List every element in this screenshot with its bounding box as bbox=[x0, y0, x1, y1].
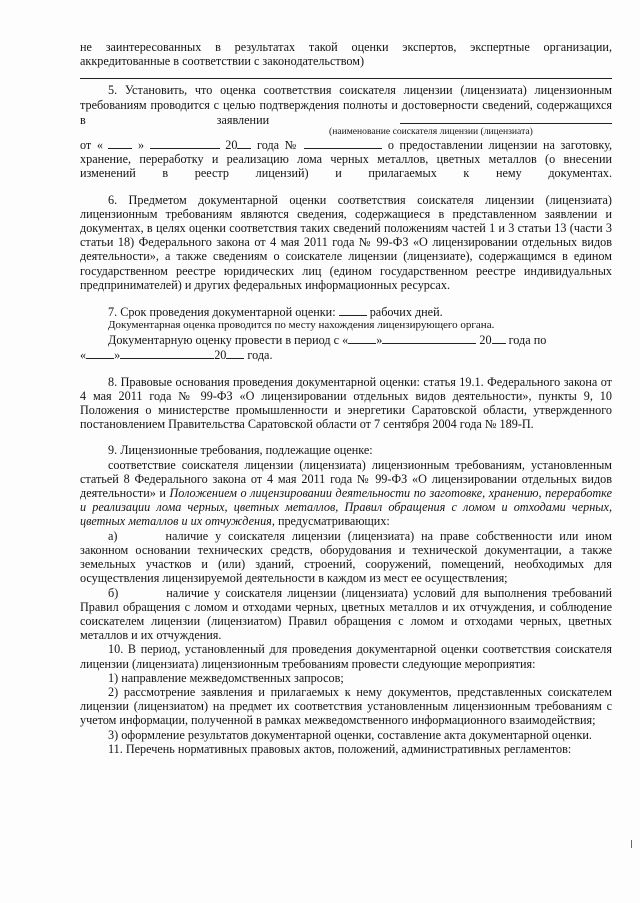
section-10-head: 10. В период, установленный для проведения документарной оценки соответствия соискателя лицензии (лицензиата) лицензионным требованиям провести следующие мероприятия: bbox=[80, 642, 612, 671]
section-6-text: 6. Предметом документарной оценки соответствия соискателя лицензии (лицензиата) лицензионным требованиям являются сведения, содержащиеся в представленном заявлении и документах, в целях оценки соответствия таких сведений положениям частей 1 и 3 статьи 13 (части 3 статьи 18) Федерального закона от 4 мая 2011 года № 99-ФЗ «О лицензировании отдельных видов деятельности», а также сведениям о соискателе лицензии (лицензиате), содержащимся в едином государственном реестре юридических лиц (едином государственном реестре индивидуальных предпринимателей) и других федеральных информационных ресурсах. bbox=[80, 192, 612, 292]
intro-text: не заинтересованных в результатах такой оценки экспертов, экспертные организации, аккредитованные в соответствии с законодательством) bbox=[80, 40, 612, 69]
days-blank bbox=[339, 304, 367, 316]
section-9-item-a: а) наличие у соискателя лицензии (лицензиата) на праве собственности или ином законном основании технических средств, оборудования и технической документации, а также земельных участков и (или) зданий, строений, сооружений, помещений, необходимых для осуществления лицензируемой деятельности в каждом из мест ее осуществления; bbox=[80, 528, 612, 586]
section-5-text: 5. Установить, что оценка соответствия соискателя лицензии (лицензиата) лицензионным требованиям проводится с целью подтверждения полноты и достоверности сведений, содержащихся в заявлении bbox=[80, 83, 612, 127]
number-blank bbox=[304, 137, 382, 149]
section-7-place: Документарная оценка проводится по месту нахождения лицензирующего органа. bbox=[108, 319, 495, 332]
section-9-body: соответствие соискателя лицензии (лицензиата) лицензионным требованиям, установленным статьей 8 Федерального закона от 4 мая 2011 года № 99-ФЗ «О лицензировании отдельных видов деятельности» и Положением о лицензировании деятельности по заготовке, хранению, переработке и реализации лома черных, цветных металлов, Правил обращения с ломом и отходами черных, цветных металлов и их отчуждения, предусматривающих: bbox=[80, 457, 612, 529]
day-blank bbox=[108, 137, 132, 149]
section-9-item-b: б) наличие у соискателя лицензии (лицензиата) условий для выполнения требований Правил обращения с ломом и отходами черных, цветных металлов и их отчуждения, и соблюдение соискателем лицензии (лицензиатом) Правил обращения с ломом и отходами черных, цветных металлов и их отчуждения. bbox=[80, 585, 612, 643]
section-8-text: 8. Правовые основания проведения документарной оценки: статья 19.1. Федерального закона от 4 мая 2011 года № 99-ФЗ «О лицензировании отдельных видов деятельности», пункты 9, 10 Положения о министерстве промышленности и энергетики Саратовской области, утвержденного постановлением Правительства Саратовской области от 7 сентября 2004 года № 189-П. bbox=[80, 374, 612, 432]
section-10-item-3: 3) оформление результатов документарной оценки, составление акта документарной оценки. bbox=[108, 727, 592, 742]
document-page bbox=[80, 40, 612, 756]
section-7-period-start: Документарную оценку провести в период с « » 20 года по bbox=[108, 333, 547, 348]
blank-line bbox=[80, 70, 612, 79]
section-10-item-2: 2) рассмотрение заявления и прилагаемых к нему документов, представленных соискателем лицензии (лицензиатом) на предмет их соответствия установленным лицензионным требованиям с учетом информации, полученной в рамках межведомственного информационного взаимодействия; bbox=[80, 684, 612, 728]
month-blank bbox=[150, 137, 220, 149]
section-10-item-1: 1) направление межведомственных запросов; bbox=[108, 670, 344, 685]
section-9-head: 9. Лицензионные требования, подлежащие оценке: bbox=[108, 443, 373, 458]
applicant-name-blank bbox=[400, 112, 612, 124]
section-7-term: 7. Срок проведения документарной оценки: рабочих дней. bbox=[108, 305, 443, 320]
scan-edge-mark bbox=[631, 840, 634, 848]
section-11-head: 11. Перечень нормативных правовых актов, положений, административных регламентов: bbox=[108, 741, 572, 756]
applicant-name-caption: (наименование соискателя лицензии (лицензиата) bbox=[329, 126, 533, 138]
year-blank bbox=[237, 137, 251, 149]
section-5-date-line: от « » 20 года № о предоставлении лицензии на заготовку, хранение, переработку и реализацию лома черных металлов, цветных металлов (о внесении изменений в реестр лицензий) и прилагаемых к нему документах. bbox=[80, 138, 613, 181]
section-7-period-end: « » 20 года. bbox=[80, 348, 273, 363]
